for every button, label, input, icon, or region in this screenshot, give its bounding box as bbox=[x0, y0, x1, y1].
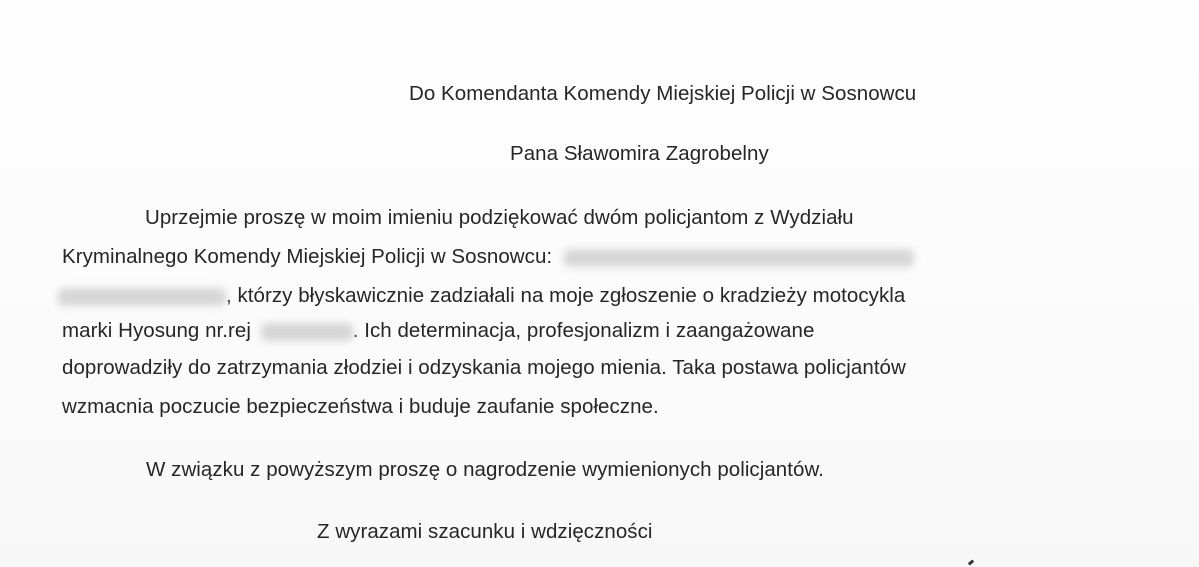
redacted-plate-blur bbox=[261, 323, 353, 341]
paragraph1-line4-text-b: . Ich determinacja, profesjonalizm i zaangażowane bbox=[352, 319, 815, 342]
addressee-line: Do Komendanta Komendy Miejskiej Policji w Sosnowcu bbox=[409, 82, 917, 105]
paragraph1-line2-text: Kryminalnego Komendy Miejskiej Policji w Sosnowcu: bbox=[62, 245, 553, 268]
paragraph1-line3-text: , którzy błyskawicznie zadziałali na moje zgłoszenie o kradzieży motocykla bbox=[226, 284, 906, 307]
paragraph1-line2 bbox=[62, 244, 914, 270]
paragraph1-line4 bbox=[62, 318, 814, 344]
redacted-names-blur bbox=[564, 249, 914, 267]
paragraph2: W związku z powyższym proszę o nagrodzenie wymienionych policjantów. bbox=[146, 458, 824, 481]
addressee-name: Pana Sławomira Zagrobelny bbox=[510, 142, 769, 165]
closing: Z wyrazami szacunku i wdzięczności bbox=[317, 520, 653, 543]
paragraph1-line6: wzmacnia poczucie bezpieczeństwa i buduje zaufanie społeczne. bbox=[62, 395, 659, 418]
pen-mark bbox=[968, 559, 975, 565]
paragraph1-line1: Uprzejmie proszę w moim imieniu podziękować dwóm policjantom z Wydziału bbox=[145, 206, 854, 229]
paragraph1-line3 bbox=[58, 283, 905, 309]
paragraph1-line4-text-a: marki Hyosung nr.rej bbox=[62, 319, 251, 342]
redacted-name-blur bbox=[58, 288, 226, 306]
paragraph1-line5: doprowadziły do zatrzymania złodziei i odzyskania mojego mienia. Taka postawa policjantów bbox=[62, 356, 906, 379]
